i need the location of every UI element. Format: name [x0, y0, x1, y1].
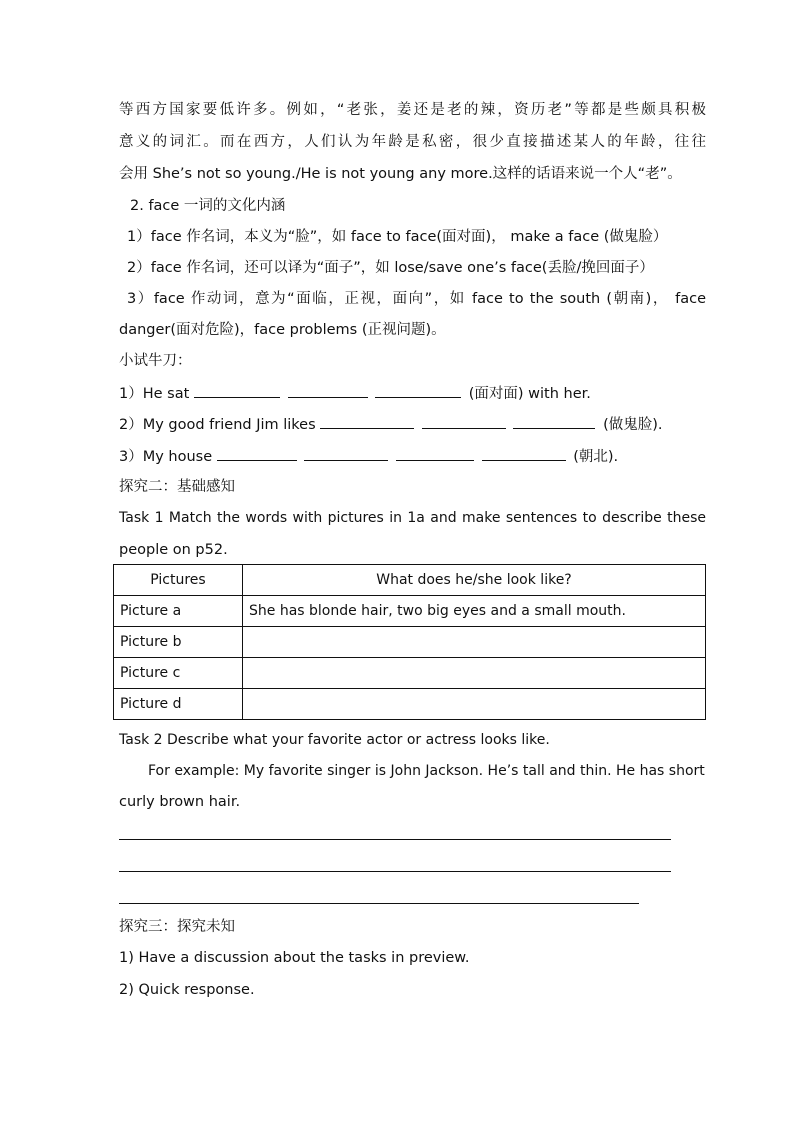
table-cell: Picture b [114, 627, 243, 658]
table-cell: Picture c [114, 658, 243, 689]
exercise-1 [119, 383, 706, 404]
practice-heading: 小试牛刀： [119, 353, 192, 369]
picture-description-table [113, 564, 706, 720]
exercise-1-prefix: 1）He sat [119, 386, 190, 402]
writing-line[interactable] [119, 903, 639, 904]
task-1-text-continued: people on p52. [119, 542, 228, 558]
exercise-2 [119, 414, 706, 435]
table-cell[interactable] [243, 658, 706, 689]
table-cell[interactable] [243, 689, 706, 720]
writing-line[interactable] [119, 871, 671, 872]
table-row [114, 689, 706, 720]
table-cell[interactable]: She has blonde hair, two big eyes and a small mouth. [243, 596, 706, 627]
exercise-3-suffix: (朝北). [573, 449, 619, 465]
answer-blank[interactable] [217, 446, 297, 461]
table-header-cell: Pictures [114, 565, 243, 596]
table-cell[interactable] [243, 627, 706, 658]
exercise-1-suffix: (面对面) with her. [468, 386, 591, 402]
answer-blank[interactable] [320, 414, 414, 429]
exercise-2-suffix: (做鬼脸). [603, 417, 663, 433]
answer-blank[interactable] [513, 414, 595, 429]
paragraph-line: 等西方国家要低许多。例如，“老张，姜还是老的辣，资历老”等都是些颇具积极 [119, 102, 706, 118]
table-header-cell: What does he/she look like? [243, 565, 706, 596]
table-cell: Picture d [114, 689, 243, 720]
paragraph-line: 会用 She’s not so young./He is not young any more.这样的话语来说一个人“老”。 [119, 166, 682, 182]
answer-blank[interactable] [194, 383, 280, 398]
exercise-3-prefix: 3）My house [119, 449, 213, 465]
answer-blank[interactable] [396, 446, 474, 461]
table-cell: Picture a [114, 596, 243, 627]
example-text: For example: My favorite singer is John Jackson. He’s tall and thin. He has short [148, 763, 705, 779]
table-row [114, 658, 706, 689]
exercise-3 [119, 446, 706, 467]
table-row [114, 627, 706, 658]
task-2-text: Task 2 Describe what your favorite actor or actress looks like. [119, 732, 550, 748]
table-row [114, 596, 706, 627]
task-1-text: Task 1 Match the words with pictures in 1a and make sentences to describe these [119, 510, 706, 526]
list-item: 1）face 作名词，本义为“脸”，如 face to face(面对面)， make a face (做鬼脸） [127, 229, 668, 245]
list-item: 3）face 作动词，意为“面临，正视，面向”，如 face to the south (朝南)， face [127, 291, 706, 307]
example-text-continued: curly brown hair. [119, 794, 241, 810]
section-title: 探究三：探究未知 [119, 919, 235, 935]
writing-line[interactable] [119, 839, 671, 840]
paragraph-line: 意义的词汇。而在西方，人们认为年龄是私密，很少直接描述某人的年龄，往往 [119, 134, 706, 150]
activity-item: 2) Quick response. [119, 982, 255, 998]
answer-blank[interactable] [422, 414, 506, 429]
answer-blank[interactable] [482, 446, 566, 461]
answer-blank[interactable] [288, 383, 368, 398]
answer-blank[interactable] [304, 446, 388, 461]
table-header-row [114, 565, 706, 596]
list-item-continued: danger(面对危险)，face problems (正视问题)。 [119, 322, 446, 338]
section-heading: 2. face 一词的文化内涵 [130, 198, 286, 214]
answer-blank[interactable] [375, 383, 461, 398]
exercise-2-prefix: 2）My good friend Jim likes [119, 417, 316, 433]
activity-item: 1) Have a discussion about the tasks in preview. [119, 950, 470, 966]
list-item: 2）face 作名词，还可以译为“面子”，如 lose/save one’s face(丢脸/挽回面子） [127, 260, 654, 276]
section-title: 探究二：基础感知 [119, 479, 235, 495]
